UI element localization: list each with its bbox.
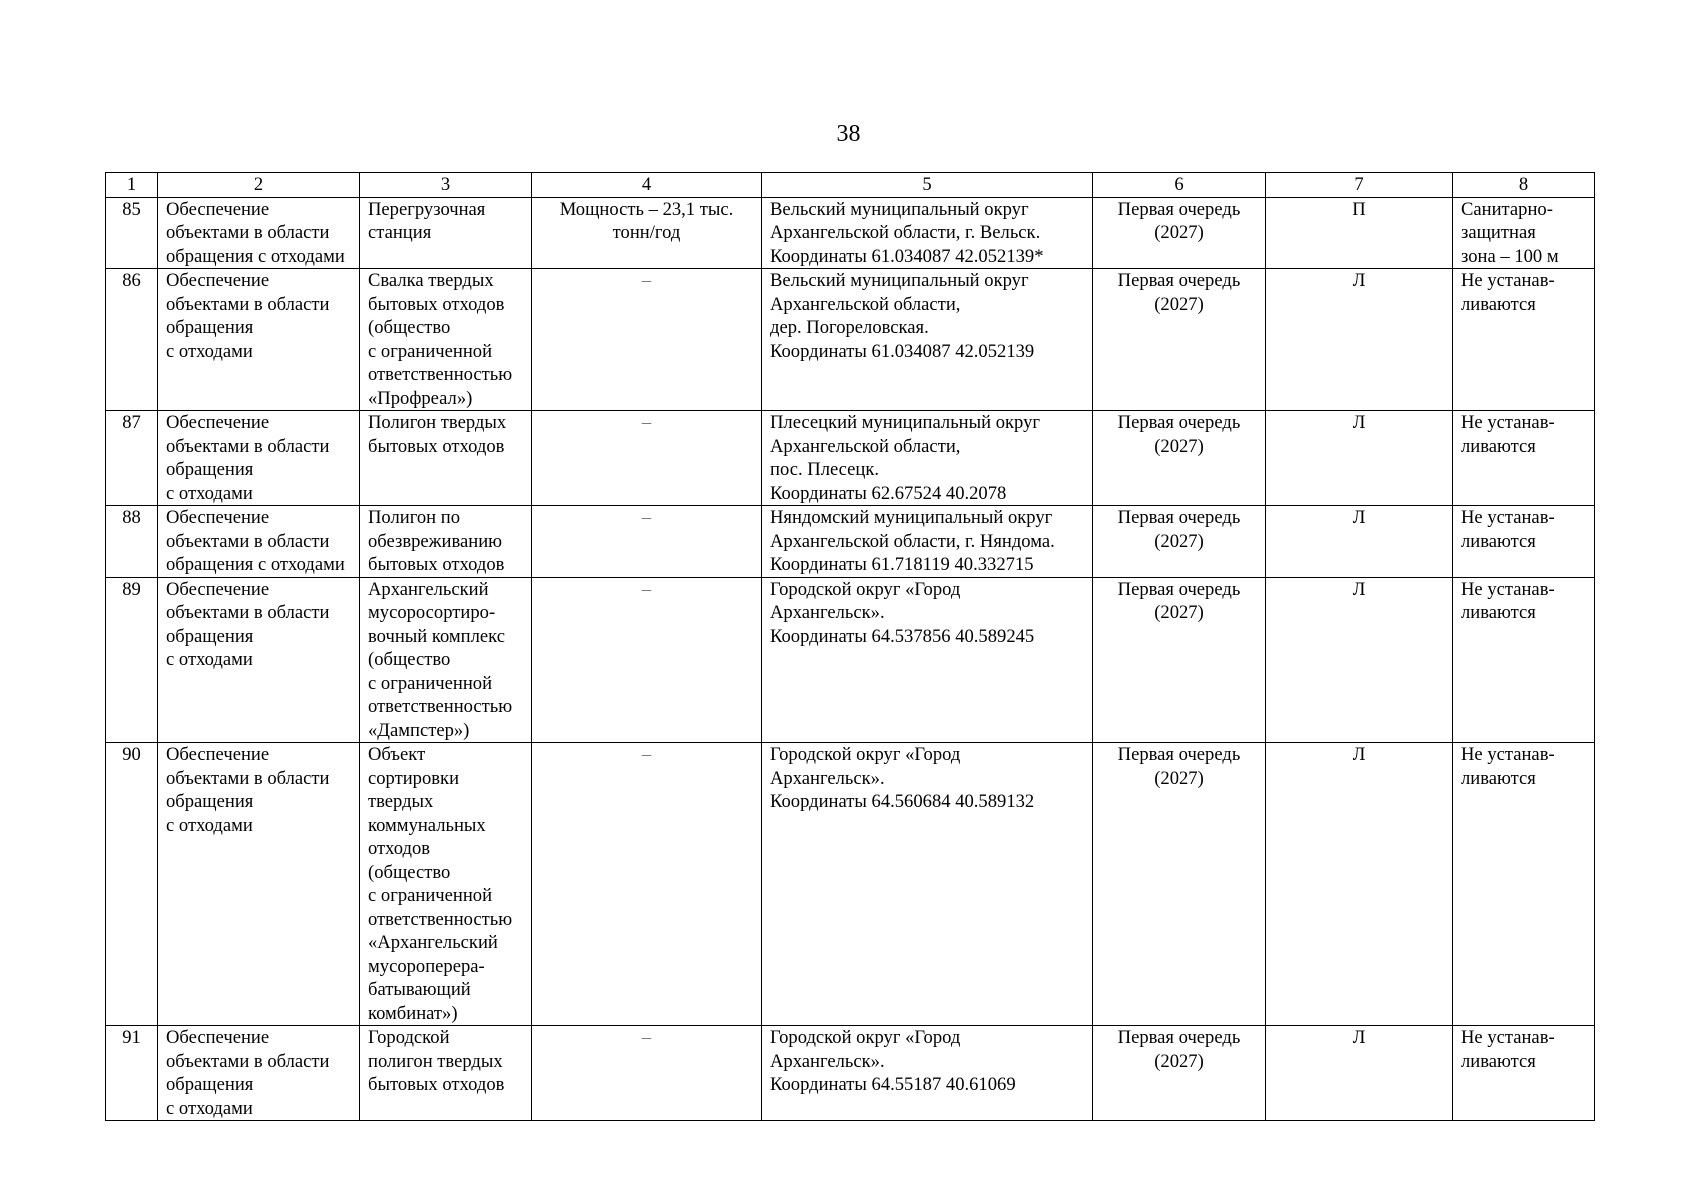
stage-cell: Первая очередь (2027)	[1093, 269, 1266, 411]
status-cell: Л	[1266, 577, 1453, 743]
column-header: 5	[762, 173, 1093, 198]
table-row	[106, 411, 1595, 506]
stage-cell: Первая очередь (2027)	[1093, 506, 1266, 578]
column-header: 6	[1093, 173, 1266, 198]
location-cell: Городской округ «Город Архангельск». Координаты 64.560684 40.589132	[762, 743, 1093, 1026]
params-cell: Мощность – 23,1 тыс. тонн/год	[532, 197, 762, 269]
zone-cell: Санитарно- защитная зона – 100 м	[1453, 197, 1595, 269]
location-cell: Городской округ «Город Архангельск». Координаты 64.55187 40.61069	[762, 1026, 1093, 1121]
column-header: 2	[158, 173, 360, 198]
purpose-cell: Обеспечение объектами в области обращения с отходами	[158, 269, 360, 411]
status-cell: Л	[1266, 269, 1453, 411]
params-cell: –	[532, 743, 762, 1026]
column-header: 7	[1266, 173, 1453, 198]
status-cell: Л	[1266, 506, 1453, 578]
page-number: 38	[836, 121, 861, 147]
object-cell: Городской полигон твердых бытовых отходов	[360, 1026, 532, 1121]
location-cell: Плесецкий муниципальный округ Архангельской области, пос. Плесецк. Координаты 62.67524 40.2078	[762, 411, 1093, 506]
table-row	[106, 269, 1595, 411]
location-cell: Городской округ «Город Архангельск». Координаты 64.537856 40.589245	[762, 577, 1093, 743]
column-header: 1	[106, 173, 158, 198]
zone-cell: Не устанав- ливаются	[1453, 577, 1595, 743]
purpose-cell: Обеспечение объектами в области обращения с отходами	[158, 1026, 360, 1121]
purpose-cell: Обеспечение объектами в области обращения с отходами	[158, 743, 360, 1026]
zone-cell: Не устанав- ливаются	[1453, 506, 1595, 578]
object-cell: Архангельский мусоросортиро- вочный комплекс (общество с ограниченной ответственностью «Дампстер»)	[360, 577, 532, 743]
stage-cell: Первая очередь (2027)	[1093, 197, 1266, 269]
table-row	[106, 577, 1595, 743]
column-number-row	[106, 173, 1595, 198]
status-cell: Л	[1266, 743, 1453, 1026]
row-number: 90	[106, 743, 158, 1026]
row-number: 88	[106, 506, 158, 578]
zone-cell: Не устанав- ливаются	[1453, 411, 1595, 506]
params-cell: –	[532, 506, 762, 578]
purpose-cell: Обеспечение объектами в области обращения с отходами	[158, 411, 360, 506]
location-cell: Вельский муниципальный округ Архангельской области, г. Вельск. Координаты 61.034087 42.052139*	[762, 197, 1093, 269]
location-cell: Няндомский муниципальный округ Архангельской области, г. Няндома. Координаты 61.718119 40.332715	[762, 506, 1093, 578]
column-header: 4	[532, 173, 762, 198]
row-number: 91	[106, 1026, 158, 1121]
params-cell: –	[532, 411, 762, 506]
row-number: 86	[106, 269, 158, 411]
zone-cell: Не устанав- ливаются	[1453, 1026, 1595, 1121]
stage-cell: Первая очередь (2027)	[1093, 411, 1266, 506]
location-cell: Вельский муниципальный округ Архангельской области, дер. Погореловская. Координаты 61.034087 42.052139	[762, 269, 1093, 411]
params-cell: –	[532, 269, 762, 411]
table-row	[106, 506, 1595, 578]
objects-table	[105, 172, 1595, 1121]
object-cell: Объект сортировки твердых коммунальных отходов (общество с ограниченной ответственностью «Архангельский мусороперера- батывающий комбинат»)	[360, 743, 532, 1026]
object-cell: Перегрузочная станция	[360, 197, 532, 269]
table-row	[106, 197, 1595, 269]
status-cell: Л	[1266, 1026, 1453, 1121]
stage-cell: Первая очередь (2027)	[1093, 743, 1266, 1026]
stage-cell: Первая очередь (2027)	[1093, 1026, 1266, 1121]
purpose-cell: Обеспечение объектами в области обращения с отходами	[158, 506, 360, 578]
purpose-cell: Обеспечение объектами в области обращения с отходами	[158, 577, 360, 743]
purpose-cell: Обеспечение объектами в области обращения с отходами	[158, 197, 360, 269]
table-row	[106, 743, 1595, 1026]
object-cell: Полигон твердых бытовых отходов	[360, 411, 532, 506]
row-number: 87	[106, 411, 158, 506]
object-cell: Полигон по обезвреживанию бытовых отходов	[360, 506, 532, 578]
status-cell: П	[1266, 197, 1453, 269]
object-cell: Свалка твердых бытовых отходов (общество с ограниченной ответственностью «Профреал»)	[360, 269, 532, 411]
column-header: 8	[1453, 173, 1595, 198]
zone-cell: Не устанав- ливаются	[1453, 743, 1595, 1026]
status-cell: Л	[1266, 411, 1453, 506]
column-header: 3	[360, 173, 532, 198]
row-number: 89	[106, 577, 158, 743]
zone-cell: Не устанав- ливаются	[1453, 269, 1595, 411]
params-cell: –	[532, 577, 762, 743]
stage-cell: Первая очередь (2027)	[1093, 577, 1266, 743]
table-row	[106, 1026, 1595, 1121]
params-cell: –	[532, 1026, 762, 1121]
row-number: 85	[106, 197, 158, 269]
